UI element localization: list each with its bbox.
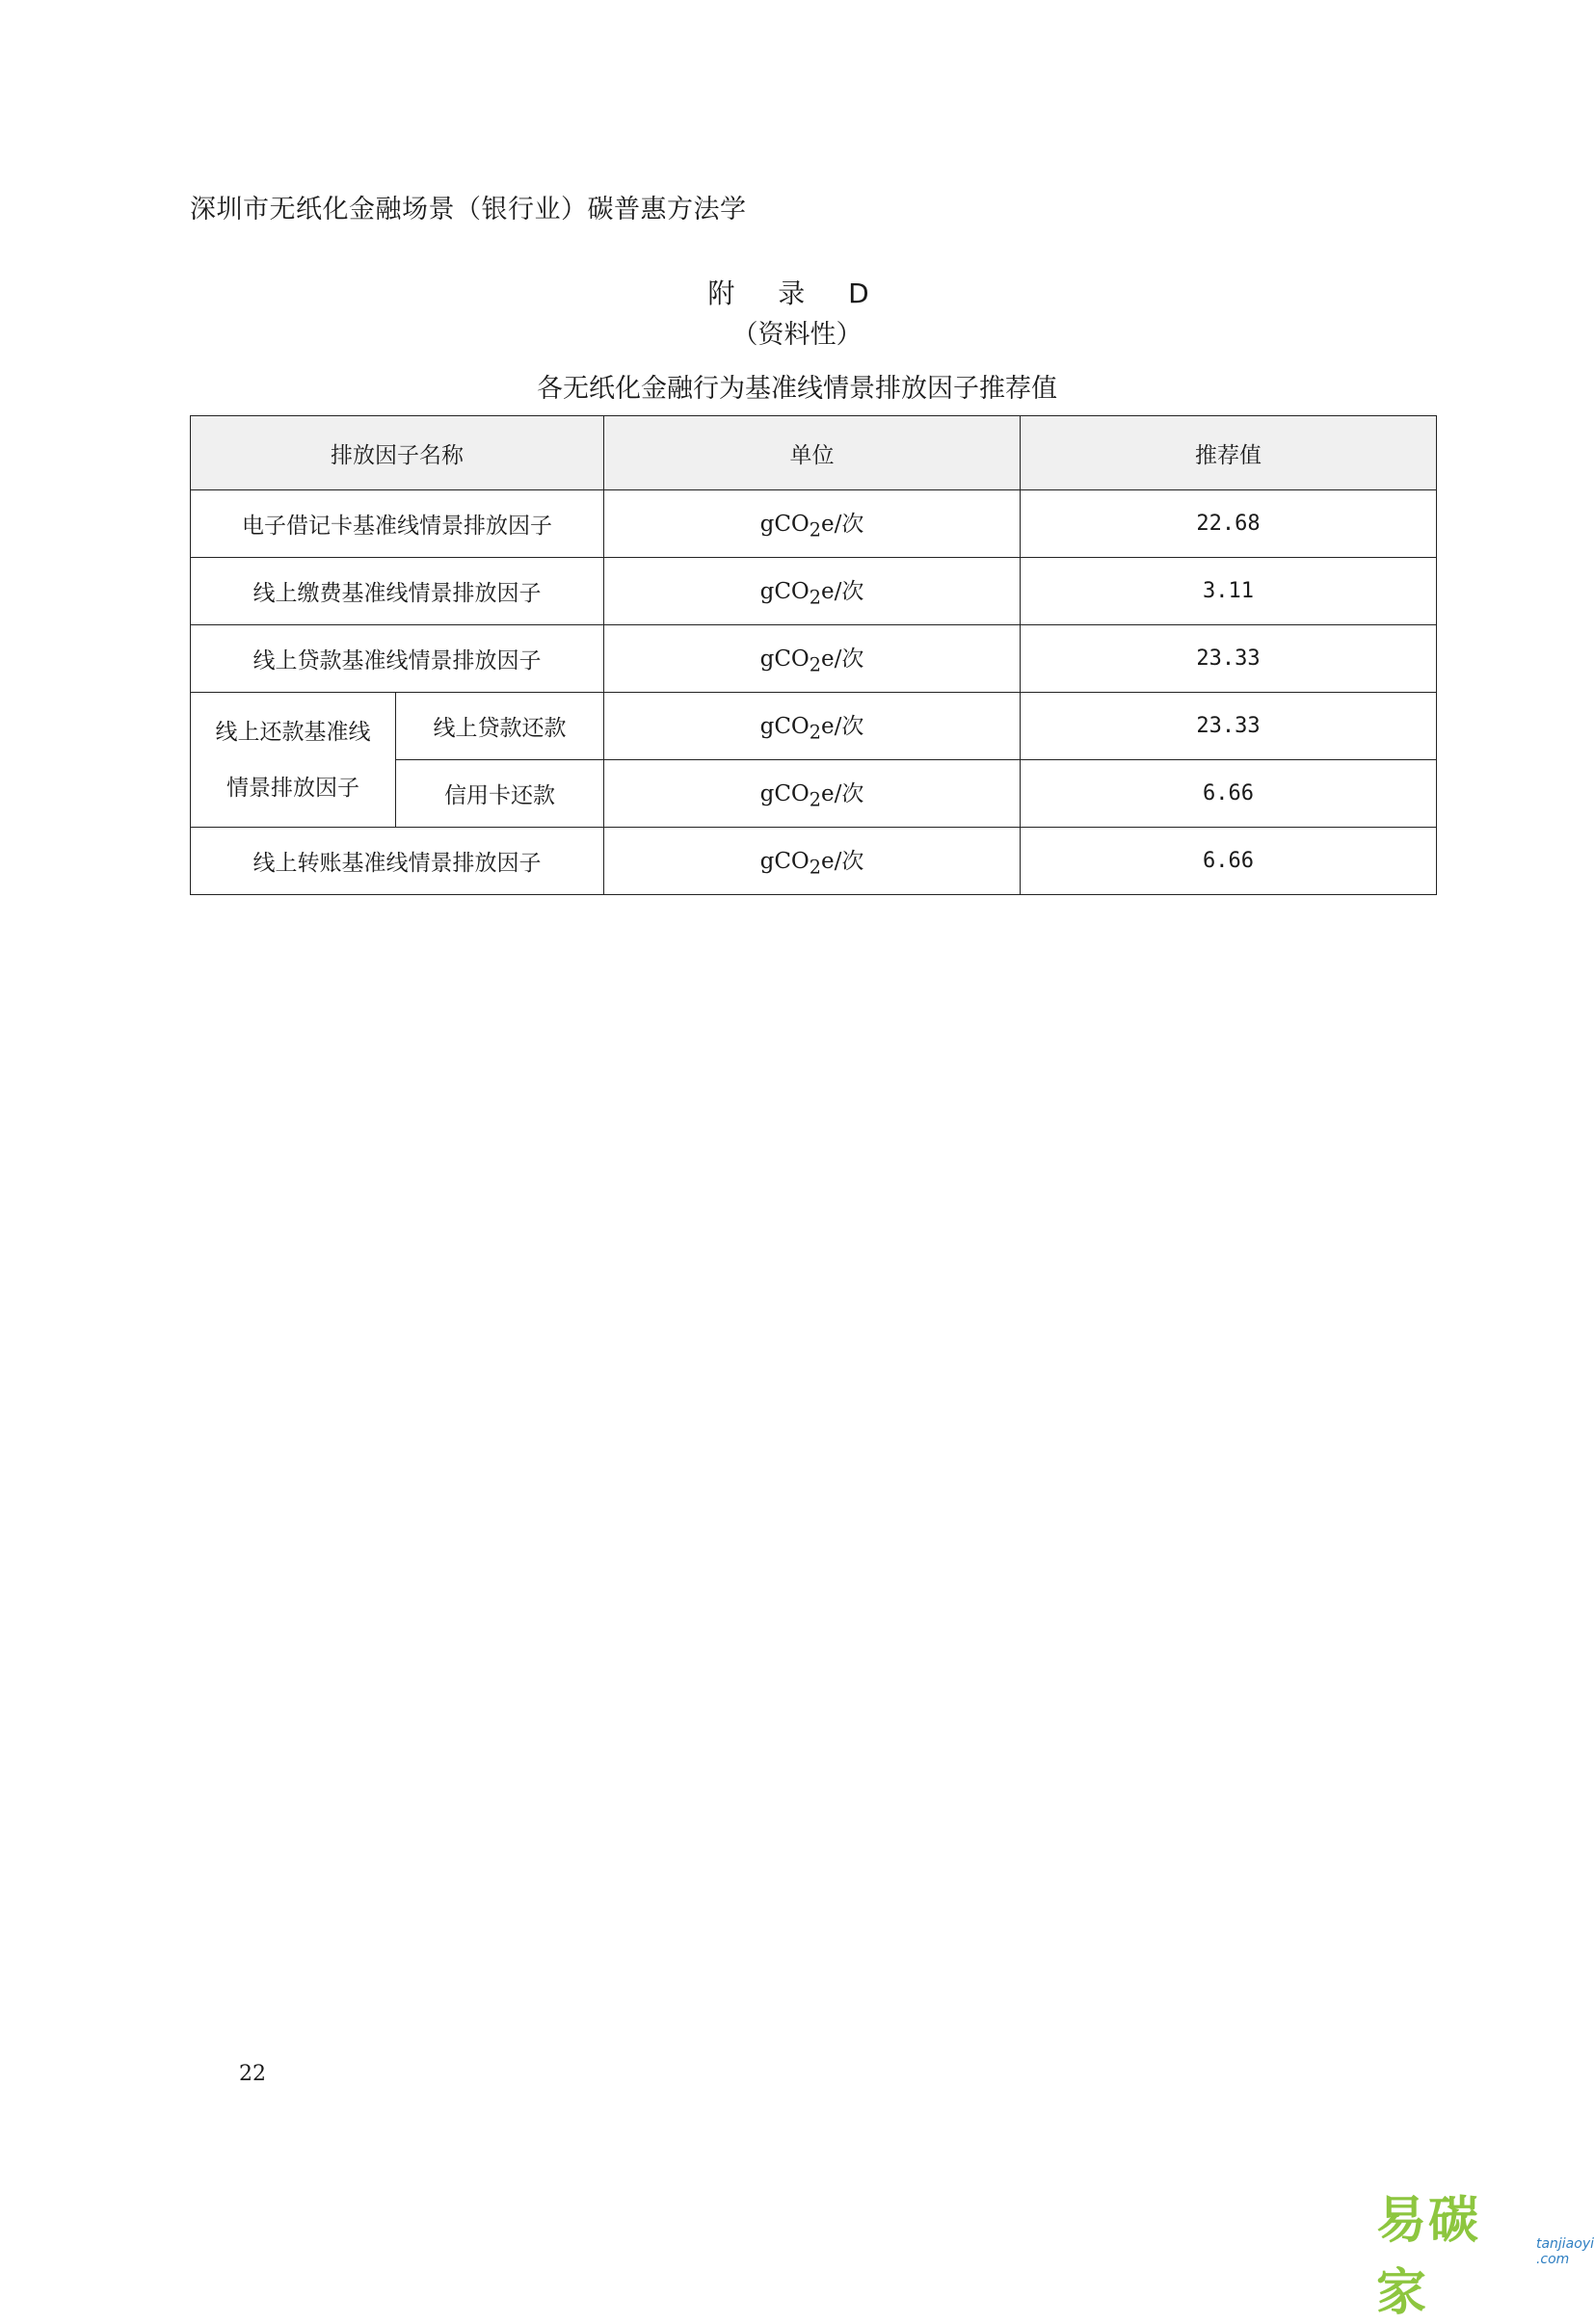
sub-factor-name-cell: 信用卡还款 [396, 760, 604, 828]
header-factor-name: 排放因子名称 [191, 416, 604, 490]
table-row [191, 828, 1437, 895]
group-name-line1: 线上还款基准线 [215, 719, 371, 745]
table-row [191, 490, 1437, 558]
document-header: 深圳市无纸化金融场景（银行业）碳普惠方法学 [190, 195, 747, 224]
watermark-logo [1376, 2179, 1594, 2324]
unit-cell: gCO$_2$e/次 [604, 693, 1021, 760]
table-header-row [191, 416, 1437, 490]
factor-name-cell: 线上贷款基准线情景排放因子 [191, 625, 604, 693]
group-name-line2: 情景排放因子 [226, 775, 359, 801]
table-row [191, 693, 1437, 760]
unit-cell: gCO$_2$e/次 [604, 828, 1021, 895]
factor-name-cell: 线上转账基准线情景排放因子 [191, 828, 604, 895]
emission-factor-table [190, 415, 1437, 895]
unit-cell: gCO$_2$e/次 [604, 760, 1021, 828]
header-recommended-value: 推荐值 [1021, 416, 1437, 490]
watermark-domain: tanjiaoyi .com [1535, 2236, 1594, 2267]
value-cell: 23.33 [1021, 693, 1437, 760]
unit-cell: gCO$_2$e/次 [604, 490, 1021, 558]
table-row [191, 625, 1437, 693]
factor-name-cell: 线上缴费基准线情景排放因子 [191, 558, 604, 625]
appendix-title: 附 录 D [707, 277, 887, 309]
sub-factor-name-cell: 线上贷款还款 [396, 693, 604, 760]
group-factor-name-cell [191, 693, 396, 828]
value-cell: 6.66 [1021, 828, 1437, 895]
appendix-note: （资料性） [731, 320, 863, 350]
value-cell: 23.33 [1021, 625, 1437, 693]
table-title: 各无纸化金融行为基准线情景排放因子推荐值 [537, 374, 1057, 404]
unit-cell: gCO$_2$e/次 [604, 558, 1021, 625]
value-cell: 22.68 [1021, 490, 1437, 558]
table-row [191, 558, 1437, 625]
unit-cell: gCO$_2$e/次 [604, 625, 1021, 693]
value-cell: 6.66 [1021, 760, 1437, 828]
page-number: 22 [239, 2062, 266, 2086]
factor-name-cell: 电子借记卡基准线情景排放因子 [191, 490, 604, 558]
value-cell: 3.11 [1021, 558, 1437, 625]
header-unit: 单位 [604, 416, 1021, 490]
watermark-logo-text: 易碳家 [1376, 2192, 1481, 2322]
